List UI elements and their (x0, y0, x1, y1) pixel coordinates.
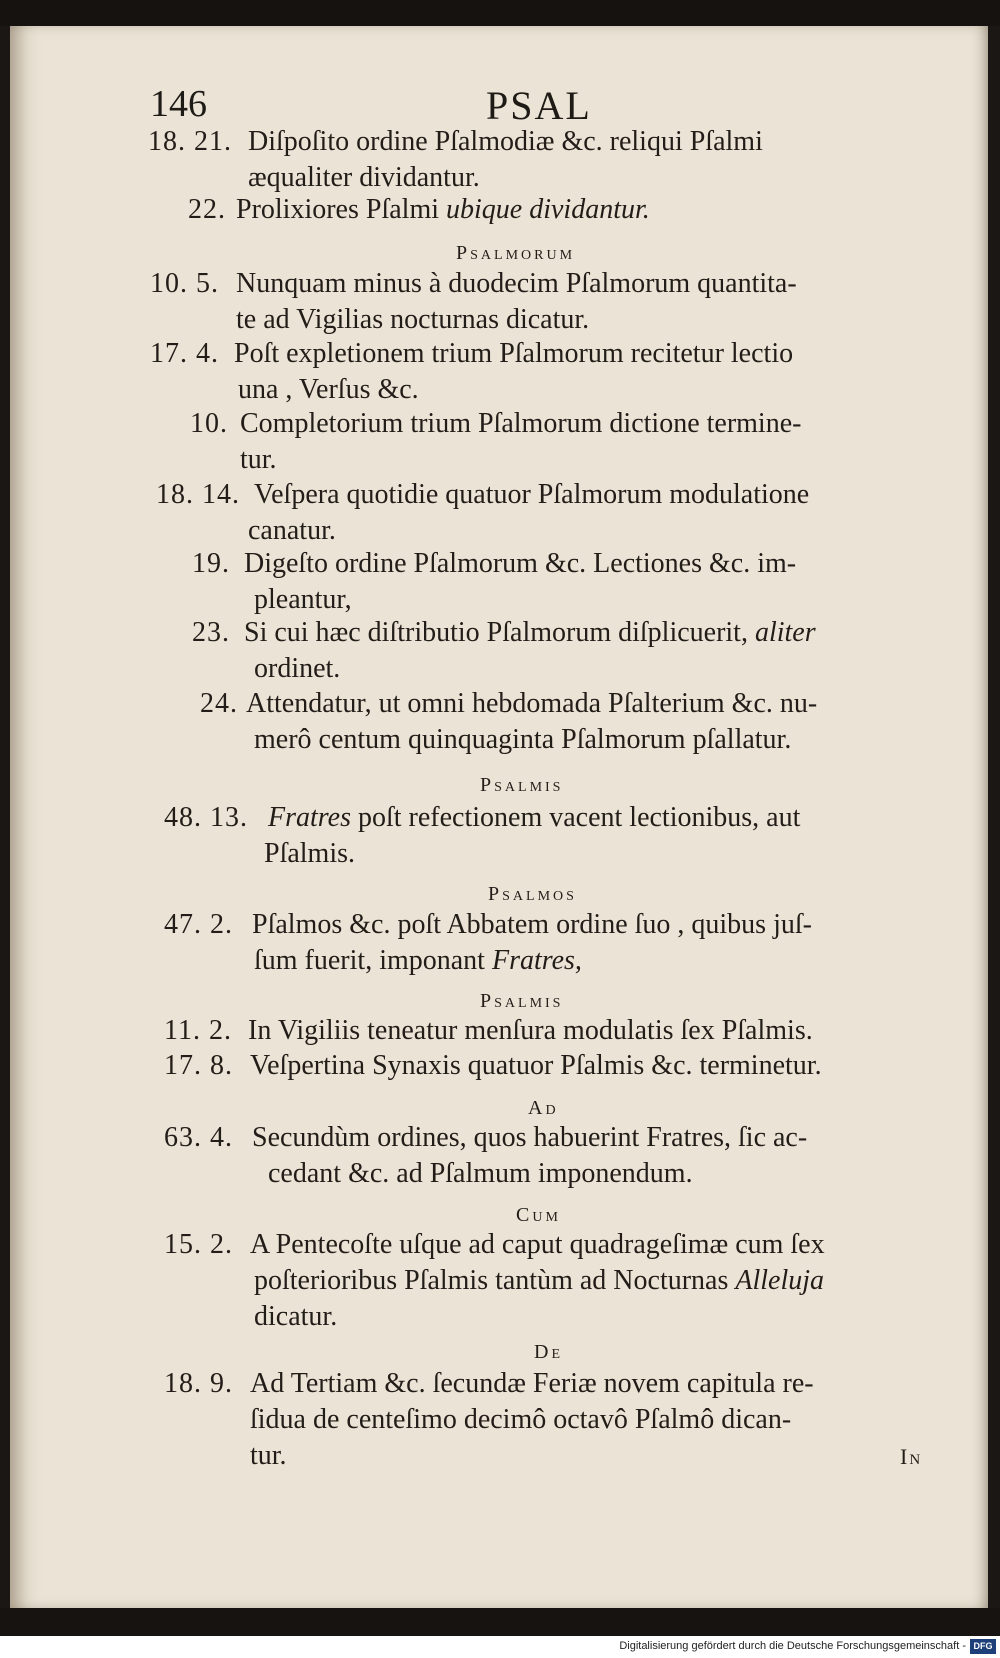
italic-text: Alleluja (735, 1265, 825, 1296)
text-run: tur. (240, 444, 277, 475)
entry-reference: 23. (192, 617, 230, 648)
entry-text-line (240, 446, 277, 474)
text-run: Pſalmos &c. poſt Abbatem ordine ſuo , quibus juſ- (252, 909, 812, 940)
entry-text-line (264, 840, 355, 868)
entry-text-line (244, 550, 796, 578)
entry-reference: 17. 4. (150, 338, 219, 369)
entry-text-line (250, 1406, 791, 1434)
entry-reference: 15. 2. (164, 1229, 233, 1260)
text-run: ordinet. (254, 653, 341, 684)
text-run: Digeſto ordine Pſalmorum &c. Lectiones &c. im- (244, 548, 797, 579)
entry-text-line (240, 410, 801, 438)
entry-text-line (248, 128, 763, 156)
text-run: cedant &c. ad Pſalmum imponendum. (268, 1158, 693, 1189)
section-heading: Psalmis (480, 774, 564, 796)
entry-reference: 11. 2. (164, 1015, 232, 1046)
text-run: poſt refectionem vacent lectionibus, aut (350, 802, 801, 833)
entry-text-line (248, 1017, 813, 1045)
entry-text-line (234, 340, 793, 368)
entry-text-line (236, 306, 589, 334)
entry-text-line (254, 1303, 337, 1331)
entry-reference: 24. (200, 688, 238, 719)
text-run: tur. (250, 1440, 287, 1471)
text-run: Completorium trium Pſalmorum dictione termine- (240, 408, 802, 439)
entry-reference: 18. 21. (148, 126, 232, 157)
text-run: A Pentecoſte uſque ad caput quadrageſimæ cum ſex (250, 1229, 825, 1260)
entry-reference: 10. (190, 408, 228, 439)
section-heading: Ad (528, 1097, 559, 1119)
section-heading: Psalmorum (456, 242, 576, 264)
text-run: Ad Tertiam &c. ſecundæ Feriæ novem capitula re- (250, 1368, 814, 1399)
entry-text-line (246, 690, 817, 718)
italic-text: ubique dividantur. (446, 194, 650, 225)
text-run: Diſpoſito ordine Pſalmodiæ &c. reliqui Pſalmi (248, 126, 763, 157)
entry-text-line (254, 586, 352, 614)
text-run: Pſalmis. (264, 838, 356, 869)
text-run: ſidua de centeſimo decimô octavô Pſalmô dican- (250, 1404, 792, 1435)
dfg-logo: DFG (970, 1639, 996, 1654)
entry-text-line (250, 1231, 825, 1259)
text-run: Si cui hæc diſtributio Pſalmorum diſplicuerit, (244, 617, 755, 648)
entry-reference: 18. 9. (164, 1368, 233, 1399)
entry-text-line (254, 726, 791, 754)
section-heading: De (534, 1341, 563, 1363)
digitization-footer (0, 1636, 1000, 1658)
entry-reference: 17. 8. (164, 1050, 233, 1081)
section-heading: Psalmis (480, 990, 564, 1012)
italic-text: Fratres (268, 802, 351, 833)
entry-text-line (250, 1370, 814, 1398)
entry-text-line (248, 164, 480, 192)
entry-text-line (254, 481, 809, 509)
text-run: Attendatur, ut omni hebdomada Pſalterium &c. nu- (246, 688, 818, 719)
entry-text-line (244, 619, 816, 647)
entry-reference: 47. 2. (164, 909, 233, 940)
entry-text-line (252, 1124, 807, 1152)
entry-reference: 10. 5. (150, 268, 219, 299)
catchword: In (900, 1444, 923, 1469)
text-run: æqualiter dividantur. (248, 162, 480, 193)
text-run: poſterioribus Pſalmis tantùm ad Nocturnas (254, 1265, 736, 1296)
text-run: Nunquam minus à duodecim Pſalmorum quantita- (236, 268, 797, 299)
entry-text-line (250, 1442, 287, 1470)
entry-reference: 63. 4. (164, 1122, 233, 1153)
entry-reference: 22. (188, 194, 226, 225)
text-run: una , Verſus &c. (238, 374, 419, 405)
funding-credit: Digitalisierung gefördert durch die Deutsche Forschungsgemeinschaft - (619, 1640, 966, 1652)
text-run: In Vigiliis teneatur menſura modulatis ſex Pſalmis. (248, 1015, 813, 1046)
page-number: 146 (150, 83, 207, 125)
entry-text-line (248, 517, 336, 545)
entry-text-line (268, 804, 800, 832)
entry-text-line (252, 911, 812, 939)
scan-top-edge (0, 0, 1000, 26)
section-heading: Cum (516, 1204, 561, 1226)
text-run: te ad Vigilias nocturnas dicatur. (236, 304, 590, 335)
text-run: dicatur. (254, 1301, 338, 1332)
text-run: Veſpera quotidie quatuor Pſalmorum modulatione (254, 479, 810, 510)
entry-text-line (250, 1052, 822, 1080)
entry-reference: 18. 14. (156, 479, 240, 510)
entry-text-line (254, 1267, 824, 1295)
entry-text-line (236, 196, 650, 224)
entry-text-line (238, 376, 419, 404)
entry-text-line (254, 655, 340, 683)
section-heading: Psalmos (488, 883, 577, 905)
entry-reference: 48. 13. (164, 802, 248, 833)
italic-text: aliter (754, 617, 816, 648)
text-run: ſum fuerit, imponant (254, 945, 492, 976)
scan-bottom-edge (0, 1608, 1000, 1636)
text-run: merô centum quinquaginta Pſalmorum pſallatur. (254, 724, 792, 755)
entry-reference: 19. (192, 548, 230, 579)
text-run: Secundùm ordines, quos habuerint Fratres, ſic ac- (252, 1122, 808, 1153)
text-run: pleantur, (254, 584, 352, 615)
text-run: Veſpertina Synaxis quatuor Pſalmis &c. terminetur. (250, 1050, 822, 1081)
entry-text-line (268, 1160, 693, 1188)
entry-text-line (236, 270, 797, 298)
italic-text: Fratres, (491, 945, 582, 976)
text-run: Poſt expletionem trium Pſalmorum recitetur lectio (234, 338, 794, 369)
text-run: canatur. (248, 515, 336, 546)
text-run: Prolixiores Pſalmi (236, 194, 446, 225)
running-head: PSAL (486, 83, 592, 128)
entry-text-line (254, 947, 582, 975)
